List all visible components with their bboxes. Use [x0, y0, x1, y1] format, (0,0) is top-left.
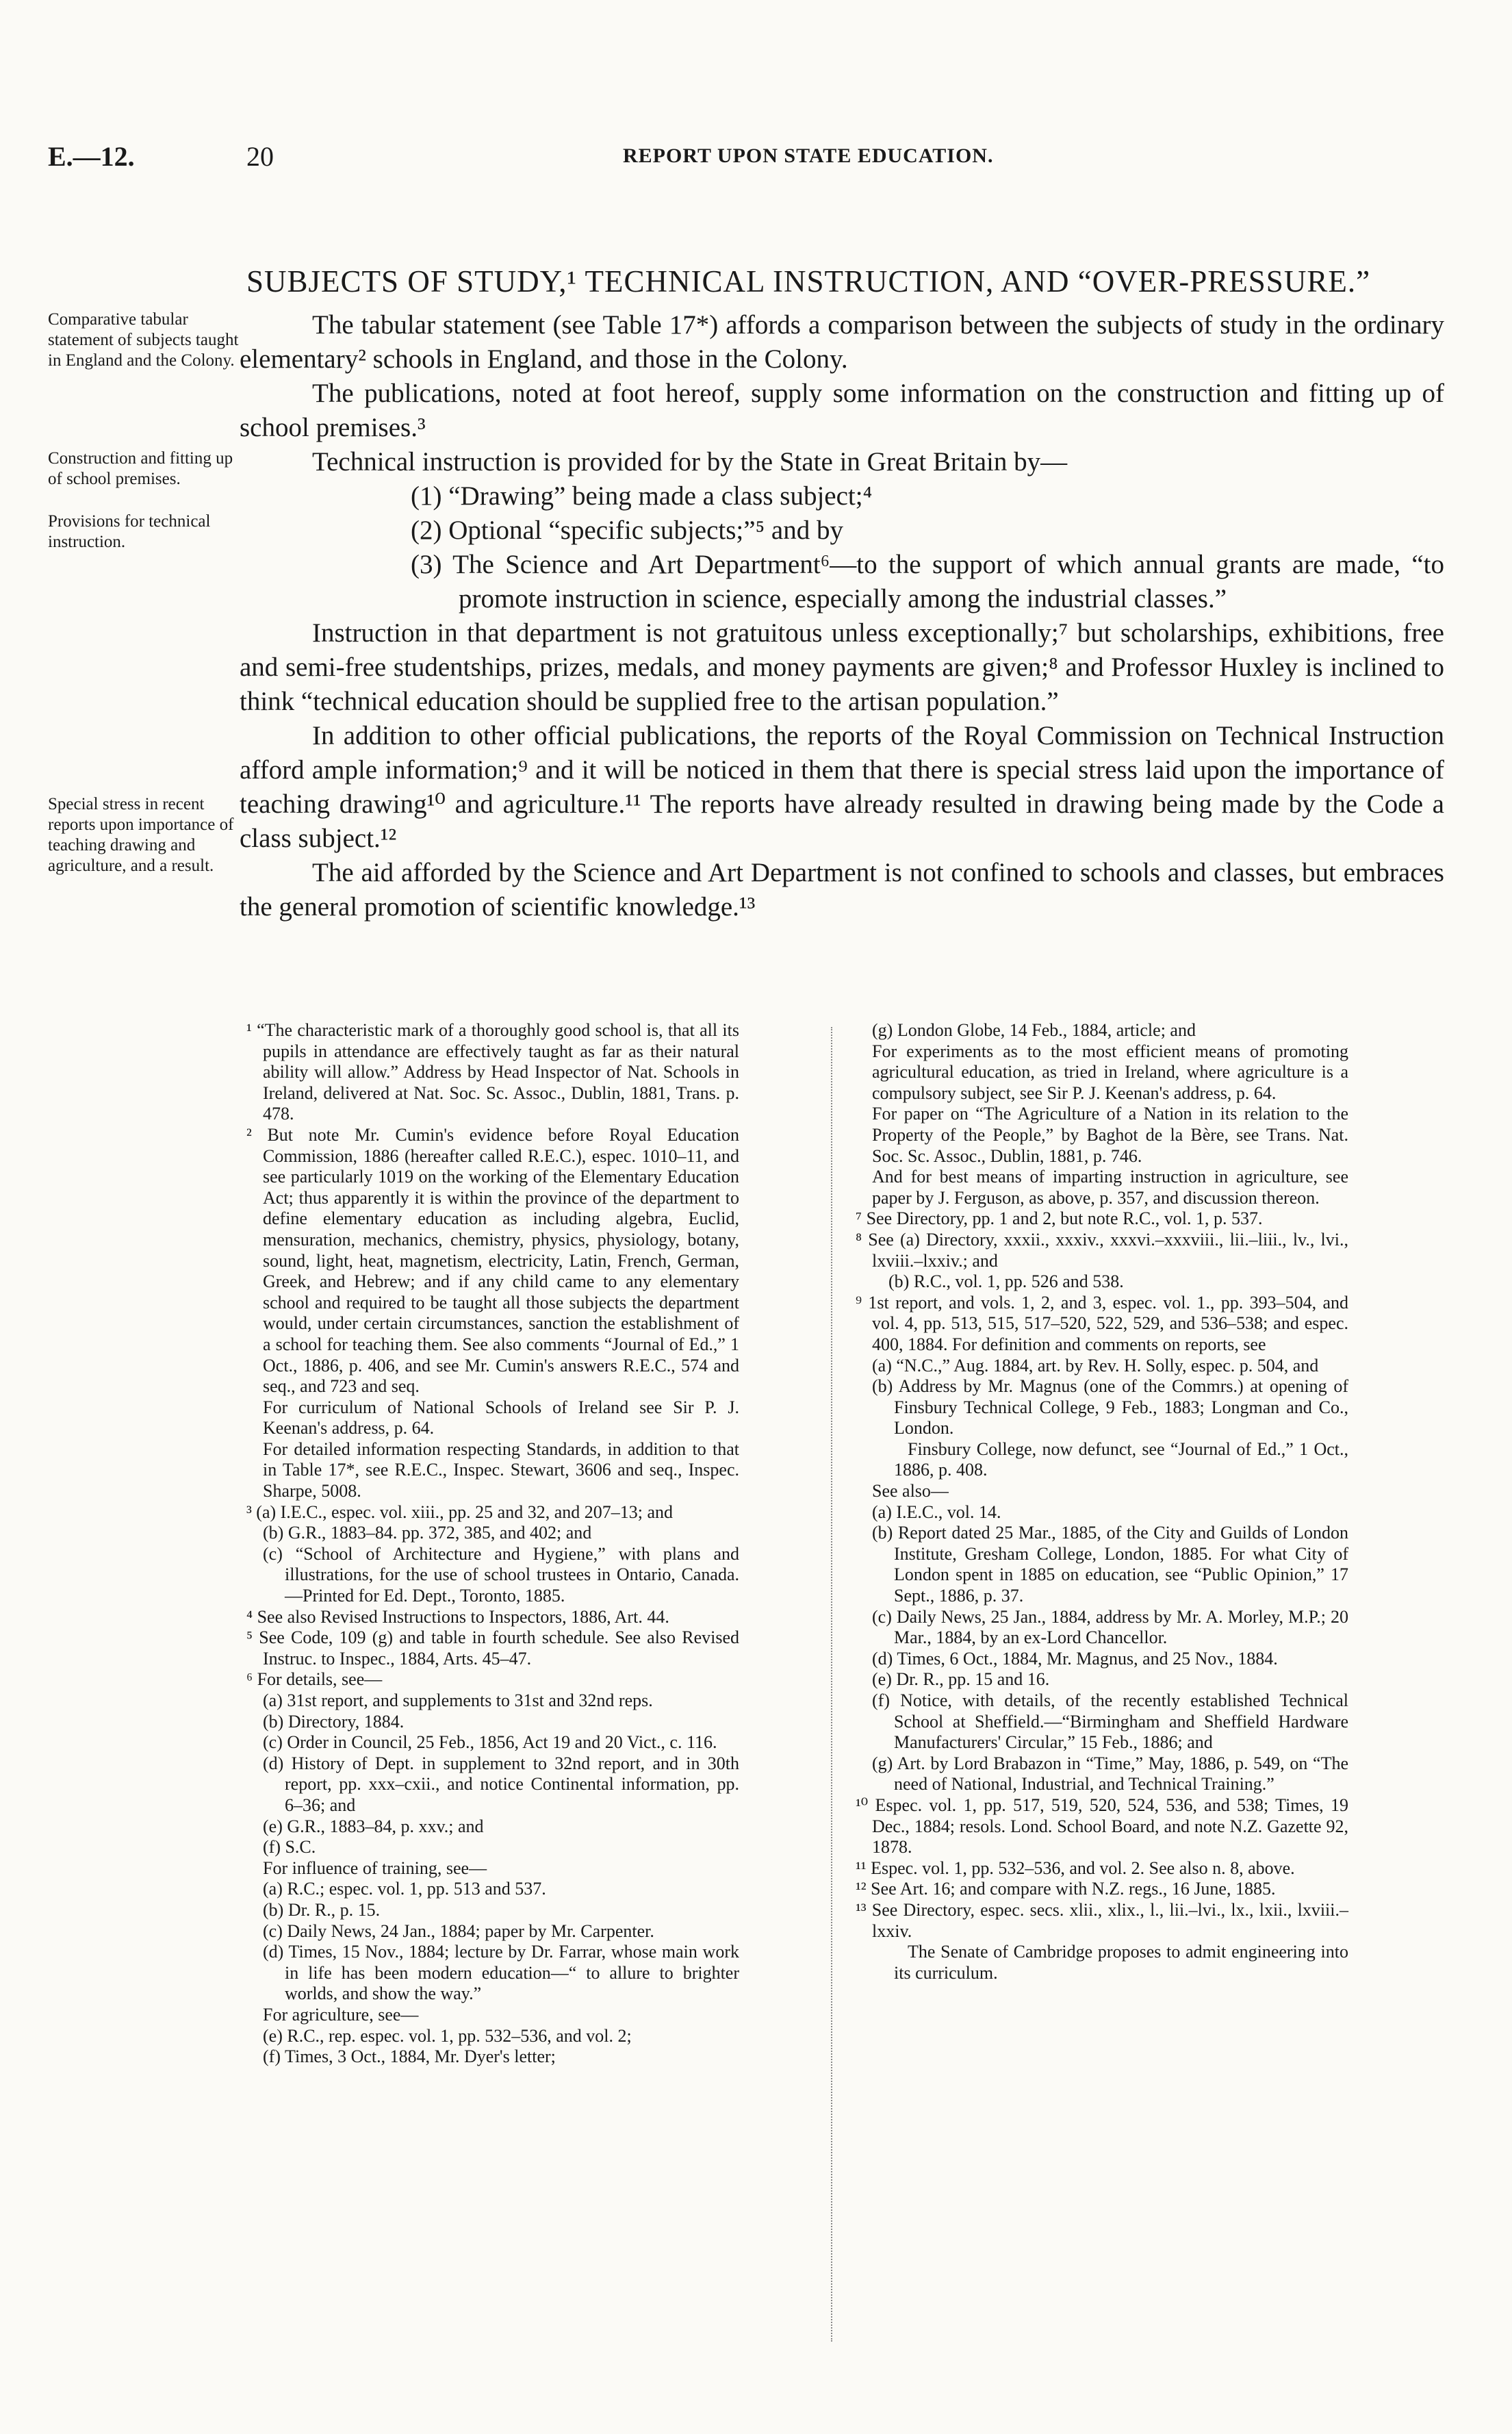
- footnote-entry: (b) Directory, 1884.: [263, 1711, 405, 1732]
- footnote-entry: (e) R.C., rep. espec. vol. 1, pp. 532–536, and vol. 2;: [263, 2025, 632, 2046]
- footnote-entry: (c) Daily News, 24 Jan., 1884; paper by Mr. Carpenter.: [263, 1920, 654, 1941]
- list-item-optional: (2) Optional “specific subjects;”⁵ and by: [411, 516, 843, 545]
- footnote-entry: For agriculture, see—: [263, 2004, 419, 2025]
- footnote-entry: ⁹ 1st report, and vols. 1, 2, and 3, espec. vol. 1., pp. 393–504, and vol. 4, pp. 513, 515, 517–520, 522, 529, and 536–538; and espec. 400, 1884. For definition and comments on reports, see: [856, 1292, 1348, 1354]
- section-title: SUBJECTS OF STUDY,¹ TECHNICAL INSTRUCTION, AND “OVER-PRESSURE.”: [246, 264, 1371, 299]
- footnote-entry: ⁴ See also Revised Instructions to Inspectors, 1886, Art. 44.: [246, 1606, 669, 1627]
- footnote-entry: (a) I.E.C., vol. 14.: [872, 1501, 1001, 1522]
- footnote-entry: (d) Times, 15 Nov., 1884; lecture by Dr. Farrar, whose main work in life has been modern education—“ to allure to brighter worlds, and show the way.”: [263, 1942, 739, 2004]
- margin-note-construction: Construction and fitting up of school premises.: [48, 449, 233, 488]
- footnote-entry: For detailed information respecting Standards, in addition to that in Table 17*, see R.E.C., Inspec. Stewart, 3606 and seq., Inspec. Sharpe, 5008.: [263, 1438, 739, 1501]
- footnote-entry: (c) Order in Council, 25 Feb., 1856, Act 19 and 20 Vict., c. 116.: [263, 1732, 717, 1753]
- document-code: E.—12.: [48, 141, 135, 172]
- footnote-entry: (c) Daily News, 25 Jan., 1884, address by Mr. A. Morley, M.P.; 20 Mar., 1884, by an ex-Lord Chancellor.: [872, 1606, 1348, 1648]
- main-text: [240, 308, 1444, 924]
- footnote-entry: (e) G.R., 1883–84, p. xxv.; and: [263, 1816, 484, 1836]
- footnote-entry: ¹² See Art. 16; and compare with N.Z. regs., 16 June, 1885.: [856, 1879, 1276, 1899]
- footnote-entry: (f) Notice, with details, of the recently established Technical School at Sheffield.—“Birmingham and Sheffield Hardware Manufacturers' Circular,” 15 Feb., 1886; and: [872, 1690, 1348, 1753]
- footnote-entry: (e) Dr. R., pp. 15 and 16.: [872, 1669, 1050, 1690]
- footnote-entry: See also—: [872, 1481, 949, 1501]
- footnote-entry: (d) Times, 6 Oct., 1884, Mr. Magnus, and 25 Nov., 1884.: [872, 1648, 1278, 1669]
- paragraph-technical: Technical instruction is provided for by the State in Great Britain by—: [312, 447, 1068, 477]
- footnote-entry: ¹ “The characteristic mark of a thoroughly good school is, that all its pupils in attendance are effectively taught as far as their natural ability will allow.” Address by Head Inspector of Nat. Schools in Ireland, delivered at Nat. Soc. Sc. Assoc., Dublin, 1881, Trans. p. 478.: [246, 1020, 739, 1124]
- footnote-entry: And for best means of imparting instruction in agriculture, see paper by J. Ferguson, as above, p. 357, and discussion thereon.: [872, 1167, 1348, 1208]
- footnote-entry: (c) “School of Architecture and Hygiene,” with plans and illustrations, for the use of school trustees in Ontario, Canada.—Printed for Ed. Dept., Toronto, 1885.: [263, 1543, 739, 1606]
- footnote-entry: (f) S.C.: [263, 1837, 316, 1858]
- footnote-entry: The Senate of Cambridge proposes to admit engineering into its curriculum.: [894, 1942, 1348, 1983]
- footnote-entry: For curriculum of National Schools of Ireland see Sir P. J. Keenan's address, p. 64.: [263, 1397, 739, 1438]
- footnotes-left-column: [246, 1020, 739, 2068]
- paragraph-royal-commission: In addition to other official publications, the reports of the Royal Commission on Technical Instruction afford ample information;⁹ and it will be noticed in them that there is special stress laid upon the importance of teaching drawing¹⁰ and agriculture.¹¹ The reports have already resulted in drawing being made by the Code a class subject.¹²: [240, 721, 1444, 853]
- footnote-entry: For paper on “The Agriculture of a Nation in its relation to the Property of the People,” by Baghot de la Bère, see Trans. Nat. Soc. Sc. Assoc., Dublin, 1881, p. 746.: [872, 1104, 1348, 1166]
- footnote-entry: ⁸ See (a) Directory, xxxii., xxxiv., xxxvi.–xxxviii., lii.–liii., lv., lvi., lxviii.–lxxiv.; and: [856, 1229, 1348, 1271]
- page-number: 20: [246, 141, 274, 172]
- paragraph-instruction: Instruction in that department is not gratuitous unless exceptionally;⁷ but scholarships, exhibitions, free and semi-free studentships, prizes, medals, and money payments are given;⁸ and Professor Huxley is inclined to think “technical education should be supplied free to the artisan population.”: [240, 618, 1444, 716]
- footnote-entry: (b) Dr. R., p. 15.: [263, 1899, 381, 1920]
- footnote-entry: ¹¹ Espec. vol. 1, pp. 532–536, and vol. 2. See also n. 8, above.: [856, 1858, 1295, 1878]
- running-title: REPORT UPON STATE EDUCATION.: [623, 144, 994, 167]
- footnote-entry: ¹⁰ Espec. vol. 1, pp. 517, 519, 520, 524, 536, and 538; Times, 19 Dec., 1884; resols. Lond. School Board, and note N.Z. Gazette 92, 1878.: [856, 1795, 1348, 1858]
- running-header: [48, 140, 1431, 181]
- footnote-entry: (a) R.C.; espec. vol. 1, pp. 513 and 537.: [263, 1879, 546, 1899]
- list-item-science-art: (3) The Science and Art Department⁶—to the support of which annual grants are made, “to promote instruction in science, especially among the industrial classes.”: [411, 550, 1444, 613]
- list-item-drawing: (1) “Drawing” being made a class subject;⁴: [411, 481, 873, 511]
- paragraph-aid: The aid afforded by the Science and Art Department is not confined to schools and classes, but embraces the general promotion of scientific knowledge.¹³: [240, 858, 1444, 922]
- paragraph-publications: The publications, noted at foot hereof, supply some information on the construction and fitting up of school premises.³: [240, 379, 1444, 442]
- footnote-entry: (a) 31st report, and supplements to 31st and 32nd reps.: [263, 1690, 653, 1710]
- footnote-entry: (g) London Globe, 14 Feb., 1884, article; and: [872, 1020, 1196, 1040]
- footnote-entry: (b) Report dated 25 Mar., 1885, of the City and Guilds of London Institute, Gresham College, London, 1885. For what City of London spent in 1885 on education, see “Public Opinion,” 17 Sept., 1886, p. 37.: [872, 1523, 1348, 1606]
- footnote-entry: ⁵ See Code, 109 (g) and table in fourth schedule. See also Revised Instruc. to Inspec., 1884, Arts. 45–47.: [246, 1627, 739, 1669]
- margin-note-technical: Provisions for technical instruction.: [48, 512, 211, 551]
- footnote-entry: For influence of training, see—: [263, 1858, 487, 1878]
- footnote-entry: (d) History of Dept. in supplement to 32nd report, and in 30th report, pp. xxx–cxii., and notice Continental information, pp. 6–36; and: [263, 1753, 739, 1815]
- margin-note-special-stress: Special stress in recent reports upon importance of teaching drawing and agriculture, and a result.: [48, 795, 234, 875]
- footnote-entry: (b) R.C., vol. 1, pp. 526 and 538.: [888, 1271, 1124, 1292]
- footnote-entry: (a) “N.C.,” Aug. 1884, art. by Rev. H. Solly, espec. p. 504, and: [872, 1355, 1319, 1376]
- footnote-entry: ² But note Mr. Cumin's evidence before Royal Education Commission, 1886 (hereafter called R.E.C.), espec. 1010–11, and see particularly 1019 on the working of the Elementary Education Act; thus apparently it is within the province of the department to define elementary education as including algebra, Euclid, mensuration, mechanics, chemistry, physics, physiology, botany, sound, light, heat, magnetism, electricity, Latin, French, German, Greek, and Hebrew; and if any child came to any elementary school and required to be taught all those subjects the department would, under certain circumstances, sanction the establishment of a school for teaching them. See also comments “Journal of Ed.,” 1 Oct., 1886, p. 406, and see Mr. Cumin's answers R.E.C., 574 and seq., and 723 and seq.: [246, 1124, 739, 1397]
- footnote-entry: (b) G.R., 1883–84. pp. 372, 385, and 402; and: [263, 1523, 592, 1543]
- footnote-entry: ¹³ See Directory, espec. secs. xlii., xlix., l., lii.–lvi., lx., lxii., lxviii.–lxxiv.: [856, 1899, 1348, 1941]
- footnote-entry: ⁷ See Directory, pp. 1 and 2, but note R.C., vol. 1, p. 537.: [856, 1208, 1263, 1229]
- footnote-entry: ⁶ For details, see—: [246, 1669, 383, 1690]
- footnotes-right-column: [856, 1020, 1348, 1983]
- footnote-entry: For experiments as to the most efficient means of promoting agricultural education, as tried in Ireland, where agriculture is a compulsory subject, see Sir P. J. Keenan's address, p. 64.: [872, 1041, 1348, 1103]
- footnote-entry: (b) Address by Mr. Magnus (one of the Commrs.) at opening of Finsbury Technical College, 9 Feb., 1883; Longman and Co., London.: [872, 1376, 1348, 1438]
- paragraph-tabular: The tabular statement (see Table 17*) affords a comparison between the subjects of study in the ordinary elementary² schools in England, and those in the Colony.: [240, 310, 1444, 374]
- column-divider: [831, 1027, 834, 2342]
- margin-note-comparative: Comparative tabular statement of subjects taught in England and the Colony.: [48, 310, 239, 370]
- footnote-entry: (f) Times, 3 Oct., 1884, Mr. Dyer's letter;: [263, 2046, 556, 2067]
- footnote-entry: Finsbury College, now defunct, see “Journal of Ed.,” 1 Oct., 1886, p. 408.: [894, 1438, 1348, 1480]
- footnote-entry: (g) Art. by Lord Brabazon in “Time,” May, 1886, p. 549, on “The need of National, Industrial, and Technical Training.”: [872, 1753, 1348, 1795]
- footnote-entry: ³ (a) I.E.C., espec. vol. xiii., pp. 25 and 32, and 207–13; and: [246, 1501, 674, 1522]
